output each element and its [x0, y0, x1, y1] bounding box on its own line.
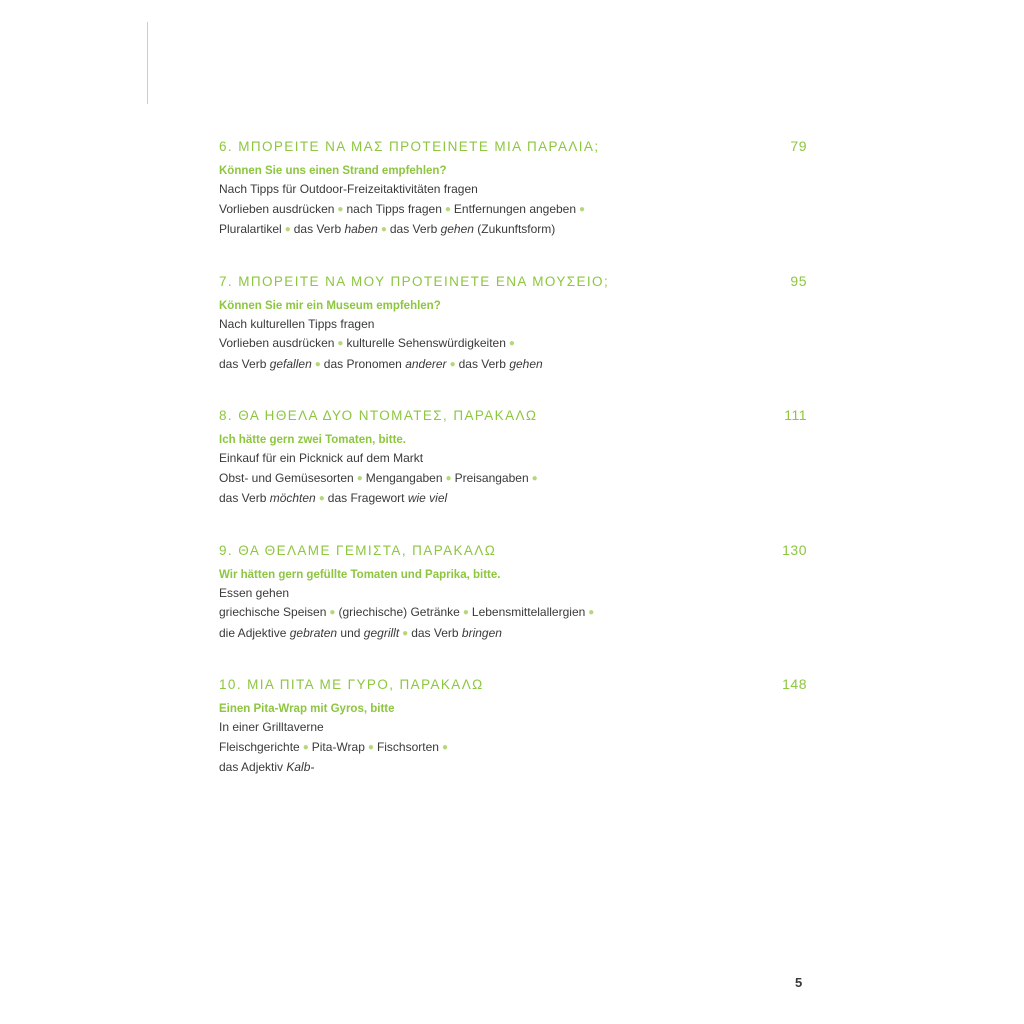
topic-line: [219, 469, 807, 490]
chapter-page-number: 130: [782, 541, 807, 558]
separator-dot: ●: [380, 224, 387, 235]
topic-text: (Zukunftsform): [473, 222, 556, 236]
separator-dot: ●: [449, 358, 456, 370]
chapter-page-number: 111: [784, 407, 807, 423]
topic-text: das Adjektiv: [219, 760, 287, 774]
topic-text: das Verb: [219, 491, 270, 505]
topic-line: [219, 624, 807, 645]
topic-text: Essen gehen: [219, 585, 290, 600]
separator-dot: ●: [337, 203, 344, 215]
chapter-page-number: 95: [790, 272, 807, 289]
chapter-heading: [219, 138, 807, 160]
chapter-heading: [219, 542, 807, 564]
topic-line: [219, 449, 807, 469]
topic-term: gehen: [440, 222, 474, 236]
page-number: 5: [795, 975, 803, 990]
topic-term: haben: [344, 222, 378, 236]
topic-text: Pita-Wrap: [311, 739, 365, 754]
separator-dot: ●: [588, 607, 595, 618]
topic-term: anderer: [405, 356, 447, 371]
topic-text: Mengangaben: [365, 470, 443, 485]
toc-entry[interactable]: [219, 138, 807, 273]
chapter-heading: [219, 676, 807, 698]
chapter-title-greek: 6. ΜΠΟΡΕΙΤΕ ΝΑ ΜΑΣ ΠΡΟΤΕΙΝΕΤΕ ΜΙΑ ΠΑΡΑΛΙΑ;: [219, 139, 600, 154]
topic-text: und: [337, 625, 364, 640]
chapter-topics: [219, 718, 807, 778]
chapter-topics: [219, 584, 807, 645]
topic-text: das Verb: [219, 356, 270, 371]
topic-text: Entfernungen angeben: [453, 201, 577, 216]
topic-term: bringen: [461, 625, 502, 640]
topic-text: Preisangaben: [454, 470, 529, 485]
chapter-page-number: 148: [782, 676, 807, 692]
topic-text: kulturelle Sehenswürdigkeiten: [346, 336, 506, 350]
chapter-title-greek: 9. ΘΑ ΘΕΛΑΜΕ ΓΕΜΙΣΤΑ, ΠΑΡΑΚΑΛΩ: [219, 542, 497, 558]
separator-dot: ●: [579, 203, 586, 215]
topic-text: Fischsorten: [376, 739, 439, 754]
margin-rule: [147, 22, 148, 104]
topic-text: In einer Grilltaverne: [219, 720, 324, 734]
separator-dot: ●: [444, 203, 451, 215]
topic-line: [219, 718, 807, 738]
topic-line: [219, 200, 807, 221]
topic-line: [219, 315, 807, 335]
separator-dot: ●: [318, 493, 325, 504]
separator-dot: ●: [302, 741, 309, 753]
separator-dot: ●: [531, 472, 538, 484]
topic-text: Obst- und Gemüsesorten: [219, 470, 354, 485]
chapter-title-greek: 7. ΜΠΟΡΕΙΤΕ ΝΑ ΜΟΥ ΠΡΟΤΕΙΝΕΤΕ ΕΝΑ ΜΟΥΣΕΙΟ;: [219, 273, 610, 289]
topic-text: Lebensmittelallergien: [471, 605, 586, 619]
chapter-heading: [219, 273, 807, 295]
toc-entry[interactable]: [219, 273, 807, 408]
topic-text: das Pronomen: [323, 356, 406, 371]
topic-text: Fleischgerichte: [219, 739, 300, 754]
topic-line: [219, 584, 807, 604]
topic-text: Pluralartikel: [219, 222, 282, 236]
separator-dot: ●: [356, 472, 363, 484]
topic-line: [219, 220, 807, 241]
topic-term: Kalb-: [286, 760, 315, 774]
toc-entry[interactable]: [219, 676, 807, 811]
chapter-topics: [219, 180, 807, 241]
topic-text: das Verb: [411, 625, 462, 640]
chapter-page-number: 79: [790, 138, 807, 154]
separator-dot: ●: [402, 627, 409, 639]
topic-term: gegrillt: [363, 625, 400, 640]
topic-term: gebraten: [289, 625, 338, 640]
topic-term: wie viel: [407, 491, 448, 505]
topic-text: das Fragewort: [327, 491, 408, 505]
separator-dot: ●: [462, 607, 469, 618]
separator-dot: ●: [337, 338, 344, 349]
topic-text: Nach Tipps für Outdoor-Freizeitaktivitäten fragen: [219, 182, 478, 196]
chapter-topics: [219, 315, 807, 376]
separator-dot: ●: [284, 224, 291, 235]
chapter-heading: [219, 407, 807, 429]
topic-text: das Verb: [458, 356, 510, 371]
topic-line: [219, 334, 807, 355]
separator-dot: ●: [314, 358, 321, 370]
chapter-title-german: Einen Pita-Wrap mit Gyros, bitte: [219, 703, 395, 715]
topic-term: gefallen: [269, 356, 312, 371]
topic-text: Vorlieben ausdrücken: [219, 336, 335, 350]
topic-line: [219, 738, 807, 759]
topic-text: nach Tipps fragen: [346, 201, 442, 216]
separator-dot: ●: [441, 741, 449, 753]
separator-dot: ●: [367, 741, 374, 753]
topic-text: (griechische) Getränke: [338, 605, 460, 619]
chapter-title-greek: 10. ΜΙΑ ΠΙΤΑ ΜΕ ΓΥΡΟ, ΠΑΡΑΚΑΛΩ: [219, 677, 484, 692]
chapter-title-german: Ich hätte gern zwei Tomaten, bitte.: [219, 434, 407, 446]
chapter-title-greek: 8. ΘΑ ΗΘΕΛΑ ΔΥΟ ΝΤΟΜΑΤΕΣ, ΠΑΡΑΚΑΛΩ: [219, 408, 538, 423]
topic-text: Einkauf für ein Picknick auf dem Markt: [219, 451, 424, 465]
topic-text: die Adjektive: [219, 625, 290, 640]
topic-text: griechische Speisen: [219, 605, 327, 619]
topic-term: möchten: [269, 491, 316, 505]
topic-line: [219, 489, 807, 510]
chapter-title-german: Können Sie uns einen Strand empfehlen?: [219, 165, 447, 177]
toc-entry[interactable]: [219, 542, 807, 677]
topic-text: das Verb: [293, 222, 345, 236]
topic-term: gehen: [509, 356, 543, 371]
topic-text: Vorlieben ausdrücken: [219, 201, 335, 216]
chapter-title-german: Wir hätten gern gefüllte Tomaten und Paprika, bitte.: [219, 568, 501, 581]
topic-line: [219, 603, 807, 624]
topic-text: Nach kulturellen Tipps fragen: [219, 316, 375, 331]
chapter-topics: [219, 449, 807, 510]
topic-text: das Verb: [389, 222, 441, 236]
table-of-contents: [219, 138, 807, 811]
separator-dot: ●: [508, 338, 515, 349]
separator-dot: ●: [329, 607, 336, 618]
topic-line: [219, 355, 807, 376]
chapter-title-german: Können Sie mir ein Museum empfehlen?: [219, 299, 441, 312]
topic-line: [219, 180, 807, 200]
topic-line: [219, 758, 807, 778]
toc-entry[interactable]: [219, 407, 807, 542]
separator-dot: ●: [445, 472, 452, 484]
